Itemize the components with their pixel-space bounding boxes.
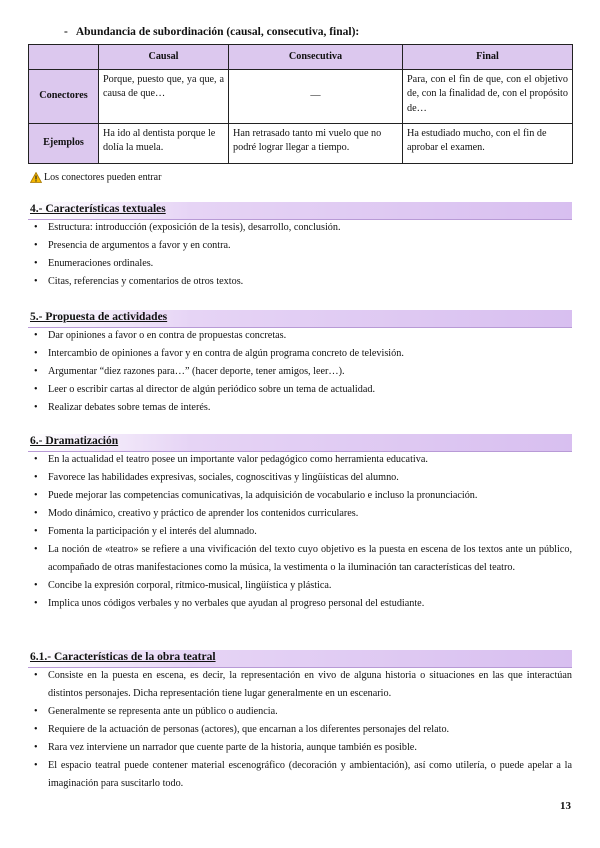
bullet: • — [34, 330, 38, 341]
bullet: • — [34, 742, 38, 753]
bullet: • — [34, 366, 38, 377]
table-header-causal: Causal — [99, 45, 229, 70]
section-list — [30, 451, 572, 613]
section-title: 6.- Dramatización — [30, 435, 119, 447]
list-item-text: Consiste en la puesta en escena, es decir, la representación en vivo de alguna historia o situaciones en las que interactúan distintos personajes. Dicha representación tiene lugar generalmente en un escenario. — [48, 670, 572, 699]
connectors-table — [28, 44, 573, 164]
cell-consecutiva: — — [229, 70, 403, 124]
table-row — [29, 124, 573, 164]
list-item — [30, 469, 572, 487]
list-item-text: La noción de «teatro» se refiere a una vivificación del texto cuyo objetivo es la puesta en escena de los textos ante un público, acompañado de otras manifestaciones como la música, la vestimenta o la iluminación tan características del teatro. — [48, 544, 572, 573]
list-item-text: Dar opiniones a favor o en contra de propuestas concretas. — [48, 330, 287, 341]
list-item — [30, 739, 572, 757]
bullet: • — [34, 670, 38, 681]
list-item-text: Estructura: introducción (exposición de la tesis), desarrollo, conclusión. — [48, 222, 341, 233]
list-item-text: Implica unos códigos verbales y no verbales que ayudan al progreso personal del estudiante. — [48, 598, 425, 609]
section-title: 5.- Propuesta de actividades — [30, 311, 168, 323]
list-item — [30, 255, 572, 273]
table-row — [29, 70, 573, 124]
page-number: 13 — [560, 800, 571, 812]
cell-final: Para, con el fin de que, con el objetivo de, con la finalidad de, con el propósito de… — [403, 70, 573, 124]
warning-icon — [30, 172, 42, 183]
section-title: 4.- Características textuales — [30, 203, 166, 215]
bullet: • — [34, 472, 38, 483]
bullet: • — [34, 402, 38, 413]
list-item-text: Presencia de argumentos a favor y en contra. — [48, 240, 231, 251]
table-header-consecutiva: Consecutiva — [229, 45, 403, 70]
bullet: • — [34, 598, 38, 609]
section-list — [30, 219, 572, 291]
table-header-row — [29, 45, 573, 70]
section-heading — [28, 650, 572, 668]
bullet: • — [34, 760, 38, 771]
lead-dash: - — [64, 26, 68, 38]
list-item — [30, 345, 572, 363]
list-item — [30, 237, 572, 255]
table-header-final: Final — [403, 45, 573, 70]
bullet: • — [34, 544, 38, 555]
list-item — [30, 487, 572, 505]
list-item-text: Requiere de la actuación de personas (actores), que encarnan a los diferentes personajes del relato. — [48, 724, 450, 735]
subordination-heading — [64, 26, 359, 38]
list-item-text: En la actualidad el teatro posee un importante valor pedagógico como herramienta educativa. — [48, 454, 428, 465]
cell-consecutiva: Han retrasado tanto mi vuelo que no podré lograr llegar a tiempo. — [229, 124, 403, 164]
bullet: • — [34, 580, 38, 591]
section-title: 6.1.- Características de la obra teatral — [30, 651, 216, 663]
list-item — [30, 327, 572, 345]
list-item-text: Enumeraciones ordinales. — [48, 258, 154, 269]
section-heading — [28, 434, 572, 452]
lead-text: Abundancia de subordinación (causal, consecutiva, final): — [75, 26, 360, 38]
warning-text: Los conectores pueden entrar — [44, 172, 162, 183]
bullet: • — [34, 454, 38, 465]
row-label-ejemplos: Ejemplos — [29, 124, 99, 164]
list-item-text: Citas, referencias y comentarios de otros textos. — [48, 276, 244, 287]
bullet: • — [34, 258, 38, 269]
cell-causal: Porque, puesto que, ya que, a causa de que… — [99, 70, 229, 124]
list-item — [30, 505, 572, 523]
table-header-empty — [29, 45, 99, 70]
list-item — [30, 757, 572, 793]
list-item — [30, 219, 572, 237]
list-item — [30, 721, 572, 739]
section-heading — [28, 202, 572, 220]
bullet: • — [34, 508, 38, 519]
bullet: • — [34, 348, 38, 359]
row-label-conectores: Conectores — [29, 70, 99, 124]
section-list — [30, 667, 572, 793]
list-item-text: Fomenta la participación y el interés del alumnado. — [48, 526, 257, 537]
list-item-text: Favorece las habilidades expresivas, sociales, cognoscitivas y lingüísticas del alumno. — [48, 472, 399, 483]
bullet: • — [34, 276, 38, 287]
list-item — [30, 273, 572, 291]
list-item-text: Rara vez interviene un narrador que cuente parte de la historia, aunque también es posible. — [48, 742, 417, 753]
list-item-text: Concibe la expresión corporal, rítmico-musical, lingüística y plástica. — [48, 580, 332, 591]
list-item — [30, 523, 572, 541]
list-item-text: Intercambio de opiniones a favor y en contra de algún programa concreto de televisión. — [48, 348, 404, 359]
list-item — [30, 451, 572, 469]
list-item-text: Leer o escribir cartas al director de algún periódico sobre un tema de actualidad. — [48, 384, 375, 395]
bullet: • — [34, 240, 38, 251]
list-item — [30, 667, 572, 703]
list-item — [30, 399, 572, 417]
list-item-text: Realizar debates sobre temas de interés. — [48, 402, 211, 413]
list-item-text: Argumentar “diez razones para…” (hacer deporte, tener amigos, leer…). — [48, 366, 345, 377]
bullet: • — [34, 724, 38, 735]
list-item — [30, 577, 572, 595]
list-item — [30, 541, 572, 577]
list-item — [30, 595, 572, 613]
list-item — [30, 703, 572, 721]
bullet: • — [34, 222, 38, 233]
bullet: • — [34, 526, 38, 537]
bullet: • — [34, 384, 38, 395]
list-item — [30, 381, 572, 399]
cell-causal: Ha ido al dentista porque le dolía la muela. — [99, 124, 229, 164]
warning-note — [30, 172, 161, 183]
section-heading — [28, 310, 572, 328]
list-item-text: Modo dinámico, creativo y práctico de aprender los contenidos curriculares. — [48, 508, 359, 519]
list-item — [30, 363, 572, 381]
list-item-text: Puede mejorar las competencias comunicativas, la adquisición de vocabulario e incluso la pronunciación. — [48, 490, 478, 501]
list-item-text: Generalmente se representa ante un público o audiencia. — [48, 706, 278, 717]
section-list — [30, 327, 572, 417]
cell-final: Ha estudiado mucho, con el fin de aprobar el examen. — [403, 124, 573, 164]
list-item-text: El espacio teatral puede contener material escenográfico (decoración y ambientación), así como utilería, o puede apelar a la imaginación para suscitarlo todo. — [48, 760, 572, 789]
bullet: • — [34, 706, 38, 717]
bullet: • — [34, 490, 38, 501]
